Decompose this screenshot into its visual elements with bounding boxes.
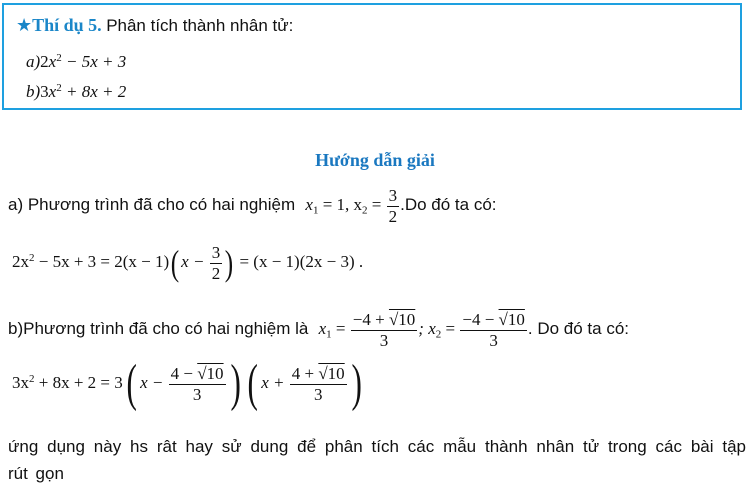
fraction: $\frac{4 - √10}{3}$: [170, 363, 224, 404]
star-icon: ★: [16, 15, 33, 35]
example-label: Thí dụ 5.: [32, 15, 102, 35]
example-title: [16, 15, 293, 36]
exercise-b: $b)3x^2 + 8x + 2$: [26, 81, 127, 101]
fraction: $\frac{-4 - √10}{3}$: [462, 310, 525, 350]
exercise-a: $a)2x^2 - 5x + 3$: [26, 51, 127, 71]
note-text: ứng dụng này hs rât hay sử dung để phân tích các mẫu thành nhân tử trong các bài tập rút gọn: [8, 437, 746, 483]
example-box: [2, 3, 742, 110]
part-b-equation: $3x^2 + 8x + 2 = 3$( x − $\frac{4 - √10}{3}$ ) ( x + $\frac{4 + √10}{3}$ ): [12, 355, 362, 412]
example-prompt: Phân tích thành nhân tử:: [106, 16, 294, 35]
fraction: $\frac{4 + √10}{3}$: [291, 363, 345, 404]
fraction: $\frac{3}{2}$: [388, 186, 398, 226]
fraction: $\frac{3}{2}$: [211, 243, 221, 283]
part-a-equation: $2x^2 - 5x + 3 = 2(x - 1)$( x − $\frac{3}{2}$ ) = (x − 1)(2x − 3) .: [12, 243, 364, 284]
solution-heading: Hướng dẫn giải: [315, 150, 435, 170]
part-b-statement: b)Phương trình đã cho có hai nghiệm là $x_1$ = $\frac{-4 + √10}{3}$ ; $x_2$ = $\frac{-4 - √10}{3}$ . Do đó ta có:: [8, 310, 630, 350]
part-a-statement: a) Phương trình đã cho có hai nghiệm $x_1 = 1$, $x_2$ = $\frac{3}{2}$ .Do đó ta có:: [8, 186, 497, 226]
fraction: $\frac{-4 + √10}{3}$: [352, 310, 416, 350]
